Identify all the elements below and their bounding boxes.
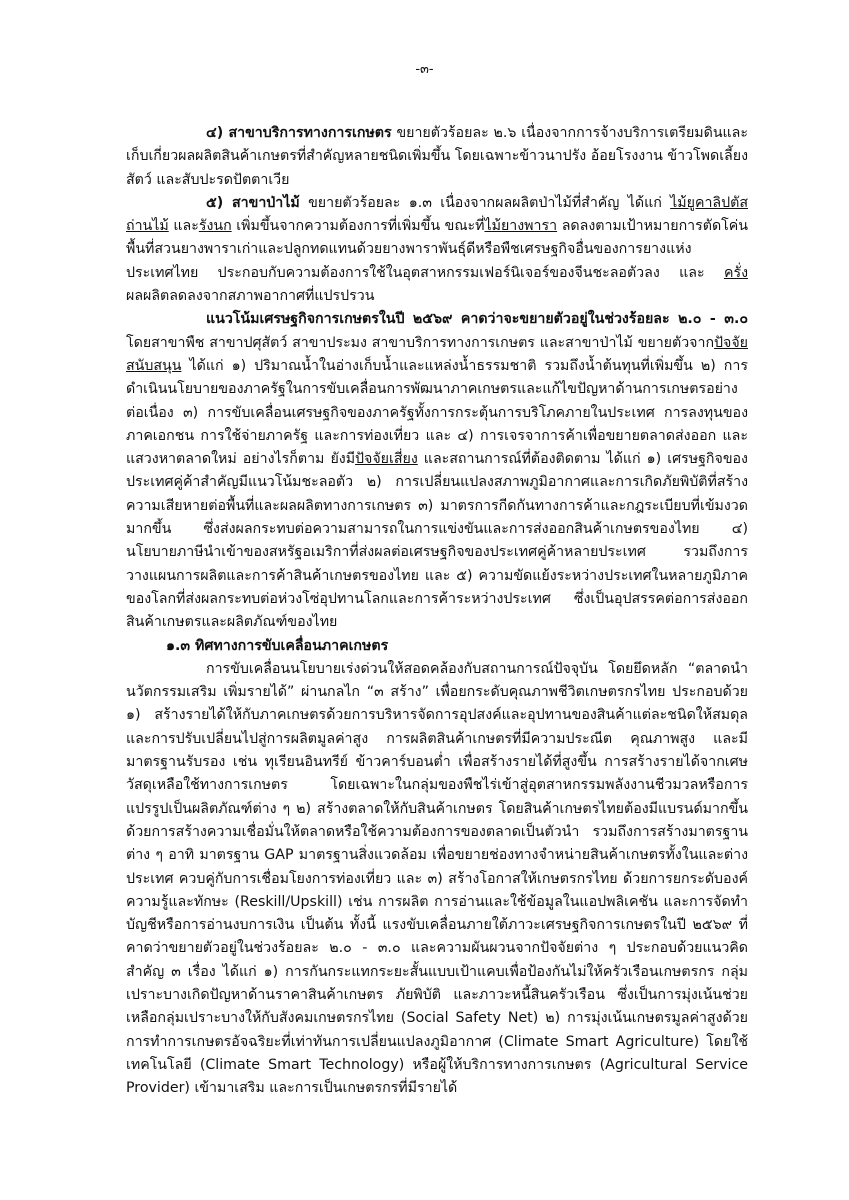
paragraph-direction: การขับเคลื่อนนโยบายเร่งด่วนให้สอดคล้องกับสถานการณ์ปัจจุบัน โดยยึดหลัก “ตลาดนำ นวัตกรรมเสริม เพิ่มรายได้” ผ่านกลไก “๓ สร้าง” เพื่อยกระดับคุณภาพชีวิตเกษตรกรไทย ประกอบด้วย ๑) สร้างรายได้ให้กับภาคเกษตรด้วยการบริหารจัดการอุปสงค์และอุปทานของสินค้าแต่ละชนิดให้สมดุล และการปรับเปลี่ยนไปสู่การผลิตมูลค่าสูง การผลิตสินค้าเกษตรที่มีความประณีต คุณภาพสูง และมีมาตรฐานรับรอง เช่น ทุเรียนอินทรีย์ ข้าวคาร์บอนต่ำ เพื่อสร้างรายได้ที่สูงขึ้น การสร้างรายได้จากเศษวัสดุเหลือใช้ทางการเกษตร โดยเฉพาะในกลุ่มของพืชไร่เข้าสู่อุตสาหกรรมพลังงานชีวมวลหรือการแปรรูปเป็นผลิตภัณฑ์ต่าง ๆ ๒) สร้างตลาดให้กับสินค้าเกษตร โดยสินค้าเกษตรไทยต้องมีแบรนด์มากขึ้น ด้วยการสร้างความเชื่อมั่นให้ตลาดหรือใช้ความต้องการของตลาดเป็นตัวนำ รวมถึงการสร้างมาตรฐานต่าง ๆ อาทิ มาตรฐาน GAP มาตรฐานสิ่งแวดล้อม เพื่อขยายช่องทางจำหน่ายสินค้าเกษตรทั้งในและต่างประเทศ ควบคู่กับการเชื่อมโยงการท่องเที่ยว และ ๓) สร้างโอกาสให้เกษตรกรไทย ด้วยการยกระดับองค์ความรู้และทักษะ (Reskill/Upskill) เช่น การผลิต การอ่านและใช้ข้อมูลในแอปพลิเคชัน และการจัดทำบัญชีหรือการอ่านงบการเงิน เป็นต้น ทั้งนี้ แรงขับเคลื่อนภายใต้ภาวะเศรษฐกิจการเกษตรในปี ๒๕๖๙ ที่คาดว่าขยายตัวอยู่ในช่วงร้อยละ ๒.๐ - ๓.๐ และความผันผวนจากปัจจัยต่าง ๆ ประกอบด้วยแนวคิดสำคัญ ๓ เรื่อง ได้แก่ ๑) การกันกระแทกระยะสั้นแบบเป้าแคบเพื่อป้องกันไม่ให้ครัวเรือนเกษตรกร กลุ่มเปราะบางเกิดปัญหาด้านราคาสินค้าเกษตร ภัยพิบัติ และภาวะหนี้สินครัวเรือน ซึ่งเป็นการมุ่งเน้นช่วยเหลือกลุ่มเปราะบางให้กับสังคมเกษตรกรไทย (Social Safety Net) ๒) การมุ่งเน้นเกษตรมูลค่าสูงด้วยการทำการเกษตรอัจฉริยะที่เท่าทันการเปลี่ยนแปลงภูมิอากาศ (Climate Smart Agriculture) โดยใช้เทคโนโลยี (Climate Smart Technology) หรือผู้ให้บริการทางการเกษตร (Agricultural Service Provider) เข้ามาเสริม และการเป็นเกษตรกรที่มีรายได้ [126, 660, 748, 1097]
paragraph-text: ลดลงตามเป้าหมายการตัดโค่นพื้นที่สวนยางพาราเก่าและปลูกทดแทนด้วยยางพาราพันธุ์ดีหรือพืชเศรษฐกิจอื่นของการยางแห่งประเทศไทย ประกอบกับความต้องการใช้ในอุตสาหกรรมเฟอร์นิเจอร์ของจีนชะลอตัวลง และ [126, 218, 748, 281]
paragraph-agri-services [126, 122, 748, 192]
paragraph-text: โดยสาขาพืช สาขาปศุสัตว์ สาขาประมง สาขาบริการทางการเกษตร และสาขาป่าไม้ ขยายตัวจาก [126, 334, 715, 351]
paragraph-title: แนวโน้มเศรษฐกิจการเกษตรในปี ๒๕๖๙ คาดว่าจะขยายตัวอยู่ในช่วงร้อยละ ๒.๐ - ๓.๐ [206, 311, 748, 328]
paragraph-forestry [126, 192, 748, 308]
paragraph-text: ขยายตัวร้อยละ ๑.๓ เนื่องจากผลผลิตป่าไม้ที่สำคัญ ได้แก่ [299, 194, 671, 211]
underlined-term: ถ่านไม้ [126, 218, 169, 235]
underlined-term: รังนก [198, 218, 232, 235]
paragraph-text: ผลผลิตลดลงจากสภาพอากาศที่แปรปรวน [126, 288, 375, 305]
paragraph-title: ๕) สาขาป่าไม้ [206, 194, 300, 211]
paragraph-text: และสถานการณ์ที่ต้องติดตาม ได้แก่ ๑) เศรษฐกิจของประเทศคู่ค้าสำคัญมีแนวโน้มชะลอตัว ๒) การเปลี่ยนแปลงสภาพภูมิอากาศและการเกิดภัยพิบัติที่สร้างความเสียหายต่อพื้นที่และผลผลิตทางการเกษตร ๓) มาตรการกีดกันทางการค้าและกฎระเบียบที่เข้มงวดมากขึ้น ซึ่งส่งผลกระทบต่อความสามารถในการแข่งขันและการส่งออกสินค้าเกษตรของไทย ๔) นโยบายภาษีนำเข้าของสหรัฐอเมริกาที่ส่งผลต่อเศรษฐกิจของประเทศคู่ค้าหลายประเทศ รวมถึงการวางแผนการผลิตและการค้าสินค้าเกษตรของไทย และ ๕) ความขัดแย้งระหว่างประเทศในหลายภูมิภาคของโลกที่ส่งผลกระทบต่อห่วงโซ่อุปทานโลกและการค้าระหว่างประเทศ ซึ่งเป็นอุปสรรคต่อการส่งออกสินค้าเกษตรและผลิตภัณฑ์ของไทย [126, 451, 748, 631]
section-heading: ๑.๓ ทิศทางการขับเคลื่อนภาคเกษตร [166, 637, 389, 654]
document-body [126, 122, 748, 1100]
underlined-term: ปัจจัยสนับสนุน [126, 334, 748, 374]
underlined-term: ปัจจัยเสี่ยง [355, 451, 418, 468]
underlined-term: ครั่ง [723, 264, 748, 281]
paragraph-text: เพิ่มขึ้นจากความต้องการที่เพิ่มขึ้น ขณะที่ [231, 218, 485, 235]
page-number: -๓- [415, 62, 434, 77]
paragraph-text: และ [168, 218, 199, 235]
paragraph-text: ขยายตัวร้อยละ ๒.๖ เนื่องจากการจ้างบริการเตรียมดินและเก็บเกี่ยวผลผลิตสินค้าเกษตรที่สำคัญหลายชนิดเพิ่มขึ้น โดยเฉพาะข้าวนาปรัง อ้อยโรงงาน ข้าวโพดเลี้ยงสัตว์ และสับปะรดปัตตาเวีย [126, 125, 748, 188]
paragraph-title: ๔) สาขาบริการทางการเกษตร [206, 125, 392, 141]
paragraph-text: ได้แก่ ๑) ปริมาณน้ำในอ่างเก็บน้ำและแหล่งน้ำธรรมชาติ รวมถึงน้ำต้นทุนที่เพิ่มขึ้น ๒) การดำเนินนโยบายของภาครัฐในการขับเคลื่อนการพัฒนาภาคเกษตรและแก้ไขปัญหาด้านการเกษตรอย่างต่อเนื่อง ๓) การขับเคลื่อนเศรษฐกิจของภาครัฐทั้งการกระตุ้นการบริโภคภายในประเทศ การลงทุนของภาคเอกชน การใช้จ่ายภาครัฐ และการท่องเที่ยว และ ๔) การเจรจาการค้าเพื่อขยายตลาดส่งออก และแสวงหาตลาดใหม่ อย่างไรก็ตาม ยังมี [126, 357, 748, 468]
underlined-term: ไม้ยูคาลิปตัส [670, 194, 748, 211]
underlined-term: ไม้ยางพารา [484, 218, 558, 235]
paragraph-outlook [126, 308, 748, 634]
